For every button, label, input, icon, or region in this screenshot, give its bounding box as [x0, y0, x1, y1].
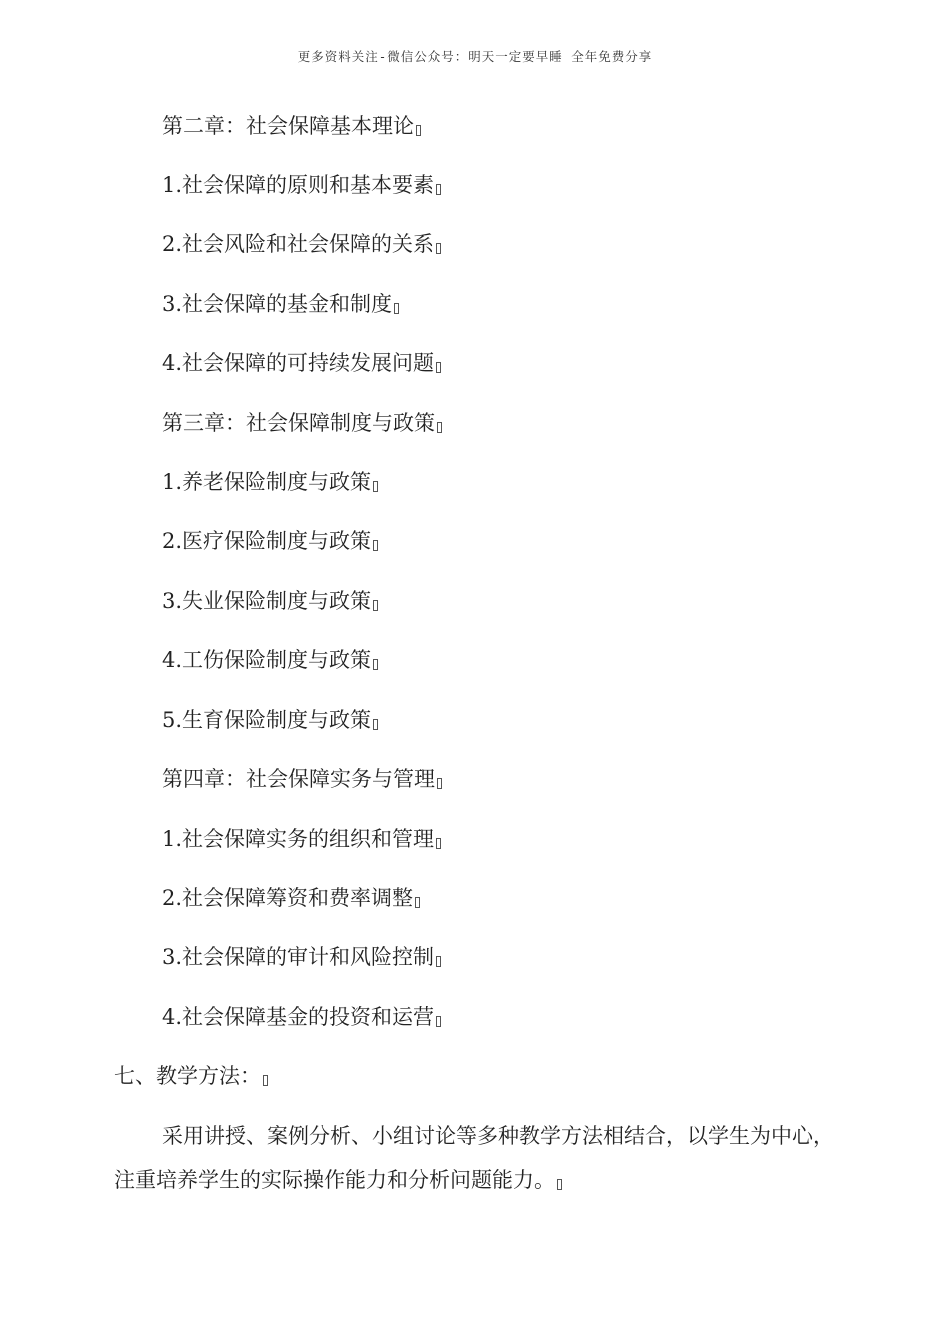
list-item: 1.社会保障的原则和基本要素	[162, 171, 441, 199]
list-item: 5.生育保险制度与政策	[162, 706, 378, 734]
line-end-mark-icon	[373, 659, 378, 670]
list-item: 4.工伤保险制度与政策	[162, 646, 378, 674]
list-item: 4.社会保障的可持续发展问题	[162, 349, 441, 377]
line-end-mark-icon	[436, 243, 441, 254]
line-end-mark-icon	[394, 303, 399, 314]
list-item: 3.失业保险制度与政策	[162, 587, 378, 615]
list-item: 2.社会保障筹资和费率调整	[162, 884, 420, 912]
list-item: 1.社会保障实务的组织和管理	[162, 825, 441, 853]
chapter-heading-4: 第四章：社会保障实务与管理	[162, 765, 442, 793]
chapter-heading-3: 第三章：社会保障制度与政策	[162, 409, 442, 437]
teaching-methods-paragraph: 采用讲授、案例分析、小组讨论等多种教学方法相结合，以学生为中心，注重培养学生的实际操作能力和分析问题能力。	[114, 1124, 834, 1192]
line-end-mark-icon	[373, 540, 378, 551]
chapter-heading-2: 第二章：社会保障基本理论	[162, 112, 421, 140]
list-item: 3.社会保障的基金和制度	[162, 290, 399, 318]
list-item: 3.社会保障的审计和风险控制	[162, 943, 441, 971]
line-end-mark-icon	[415, 897, 420, 908]
list-item: 2.社会风险和社会保障的关系	[162, 230, 441, 258]
list-item: 4.社会保障基金的投资和运营	[162, 1003, 441, 1031]
line-end-mark-icon	[436, 838, 441, 849]
line-end-mark-icon	[437, 778, 442, 789]
line-end-mark-icon	[436, 184, 441, 195]
line-end-mark-icon	[263, 1075, 268, 1086]
page-header: 更多资料关注-微信公众号：明天一定要早睡 全年免费分享	[297, 49, 653, 64]
list-item: 2.医疗保险制度与政策	[162, 527, 378, 555]
line-end-mark-icon	[436, 1016, 441, 1027]
list-item: 1.养老保险制度与政策	[162, 468, 378, 496]
section-heading-teaching-methods: 七、教学方法：	[114, 1062, 268, 1090]
line-end-mark-icon	[436, 362, 441, 373]
line-end-mark-icon	[436, 956, 441, 967]
line-end-mark-icon	[416, 125, 421, 136]
line-end-mark-icon	[373, 481, 378, 492]
line-end-mark-icon	[373, 600, 378, 611]
line-end-mark-icon	[373, 719, 378, 730]
line-end-mark-icon	[557, 1179, 562, 1190]
line-end-mark-icon	[437, 422, 442, 433]
